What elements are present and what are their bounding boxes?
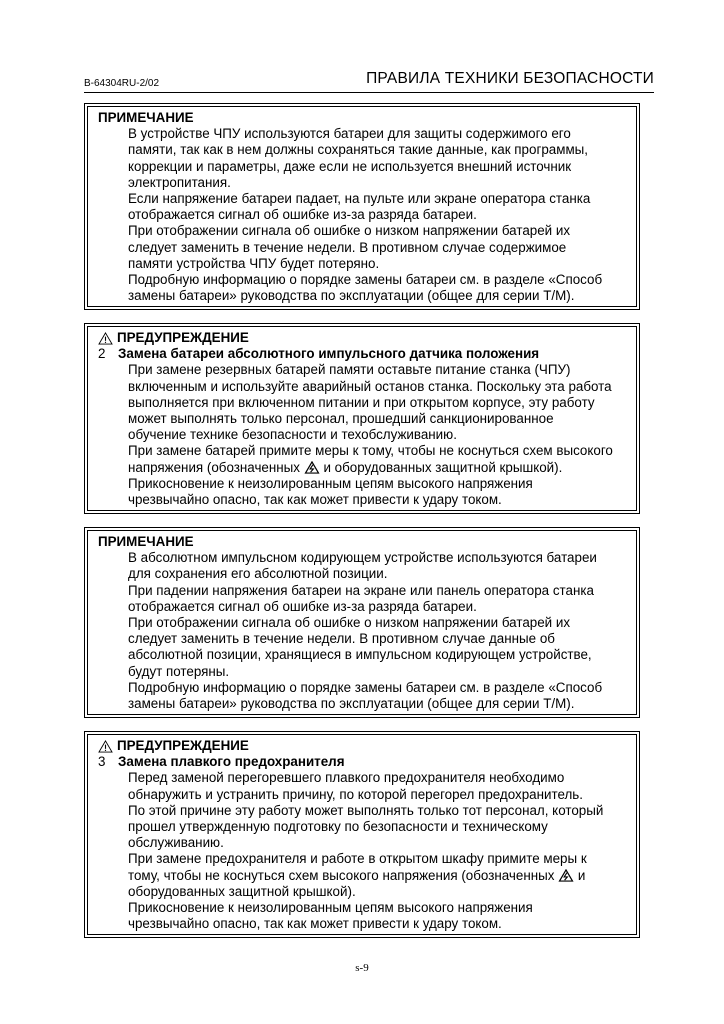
warning-box-3 (87, 734, 637, 935)
section-number: 2 (98, 346, 106, 362)
warning-text (98, 770, 636, 932)
section-title: Замена плавкого предохранителя (118, 754, 345, 770)
warning-triangle-icon (98, 332, 113, 345)
header-doc-code: B-64304RU-2/02 (84, 78, 160, 89)
header-rule (84, 92, 654, 93)
section-number: 3 (98, 754, 106, 770)
warning-box-2 (87, 326, 637, 511)
high-voltage-icon (558, 869, 574, 882)
warning-title-row (98, 738, 636, 754)
warning-text-part-b: и оборудованных защитной крышкой). Прикосновение к неизолированным цепям высокого напряжения чрезвычайно опасно, так как может привести к удару током. (128, 459, 563, 508)
page-number: s-9 (355, 962, 369, 974)
warning-text-part-a: Перед заменой перегоревшего плавкого предохранителя необходимо обнаружить и устранить причину, по которой перегорел предохранитель. По этой причине эту работу может выполнять только тот персонал, который прошел утвержденную подготовку по безопасности и техническому обслуживанию. При замене предохранителя и работе в открытом шкафу примите меры к тому, чтобы не коснуться схем высокого напряжения (обозначенных (128, 770, 604, 883)
section-title: Замена батареи абсолютного импульсного датчика положения (118, 346, 540, 362)
note-box-2 (87, 530, 637, 715)
note-text: В абсолютном импульсном кодирующем устройстве используются батареи для сохранения его абсолютной позиции. При падении напряжения батареи на экране или панель оператора станка отображается сигнал об ошибке из-за разряда батареи. При отображении сигнала об ошибке о низком напряжении батарей их следует заменить в течение недели. В противном случае данные об абсолютной позиции, хранящиеся в импульсном кодирующем устройстве, будут потеряны. Подробную информацию о порядке замены батареи см. в разделе «Способ замены батареи» руководства по эксплуатации (общее для серии T/M). (128, 550, 603, 712)
note-title: ПРИМЕЧАНИЕ (98, 110, 194, 125)
high-voltage-icon (304, 461, 320, 474)
warning-text-part-a: При замене резервных батарей памяти оставьте питание станка (ЧПУ) включенным и используйте аварийный останов станка. Поскольку эта работа выполняется при включенном питании и при открытом корпусе, эту работу может выполнять только персонал, прошедший санкционированное обучение технике безопасности и техобслуживанию. При замене батарей примите меры к тому, чтобы не коснуться схем высокого напряжения (обозначенных (128, 362, 613, 475)
note-text: В устройстве ЧПУ используются батареи для защиты содержимого его памяти, так как в нем должны сохраняться такие данные, как программы, коррекции и параметры, даже если не используется внешний источник электропитания. Если напряжение батареи падает, на пульте или экране оператора станка отображается сигнал об ошибке из-за разряда батареи. При отображении сигнала об ошибке о низком напряжении батарей их следует заменить в течение недели. В противном случае содержимое памяти устройства ЧПУ будет потеряно. Подробную информацию о порядке замены батареи см. в разделе «Способ замены батареи» руководства по эксплуатации (общее для серии T/M). (128, 126, 603, 304)
note-title: ПРИМЕЧАНИЕ (98, 534, 194, 549)
warning-section-heading (98, 754, 636, 770)
header-section-title: ПРАВИЛА ТЕХНИКИ БЕЗОПАСНОСТИ (366, 70, 654, 87)
warning-title: ПРЕДУПРЕЖДЕНИЕ (117, 738, 249, 753)
warning-text (98, 362, 636, 508)
warning-title: ПРЕДУПРЕЖДЕНИЕ (117, 330, 249, 345)
note-box-1 (87, 106, 637, 307)
warning-title-row (98, 330, 636, 346)
warning-text-part-b: и оборудованных защитной крышкой). Прикосновение к неизолированным цепям высокого напряжения чрезвычайно опасно, так как может привести к удару током. (128, 867, 586, 932)
warning-triangle-icon (98, 740, 113, 753)
warning-section-heading (98, 346, 636, 362)
